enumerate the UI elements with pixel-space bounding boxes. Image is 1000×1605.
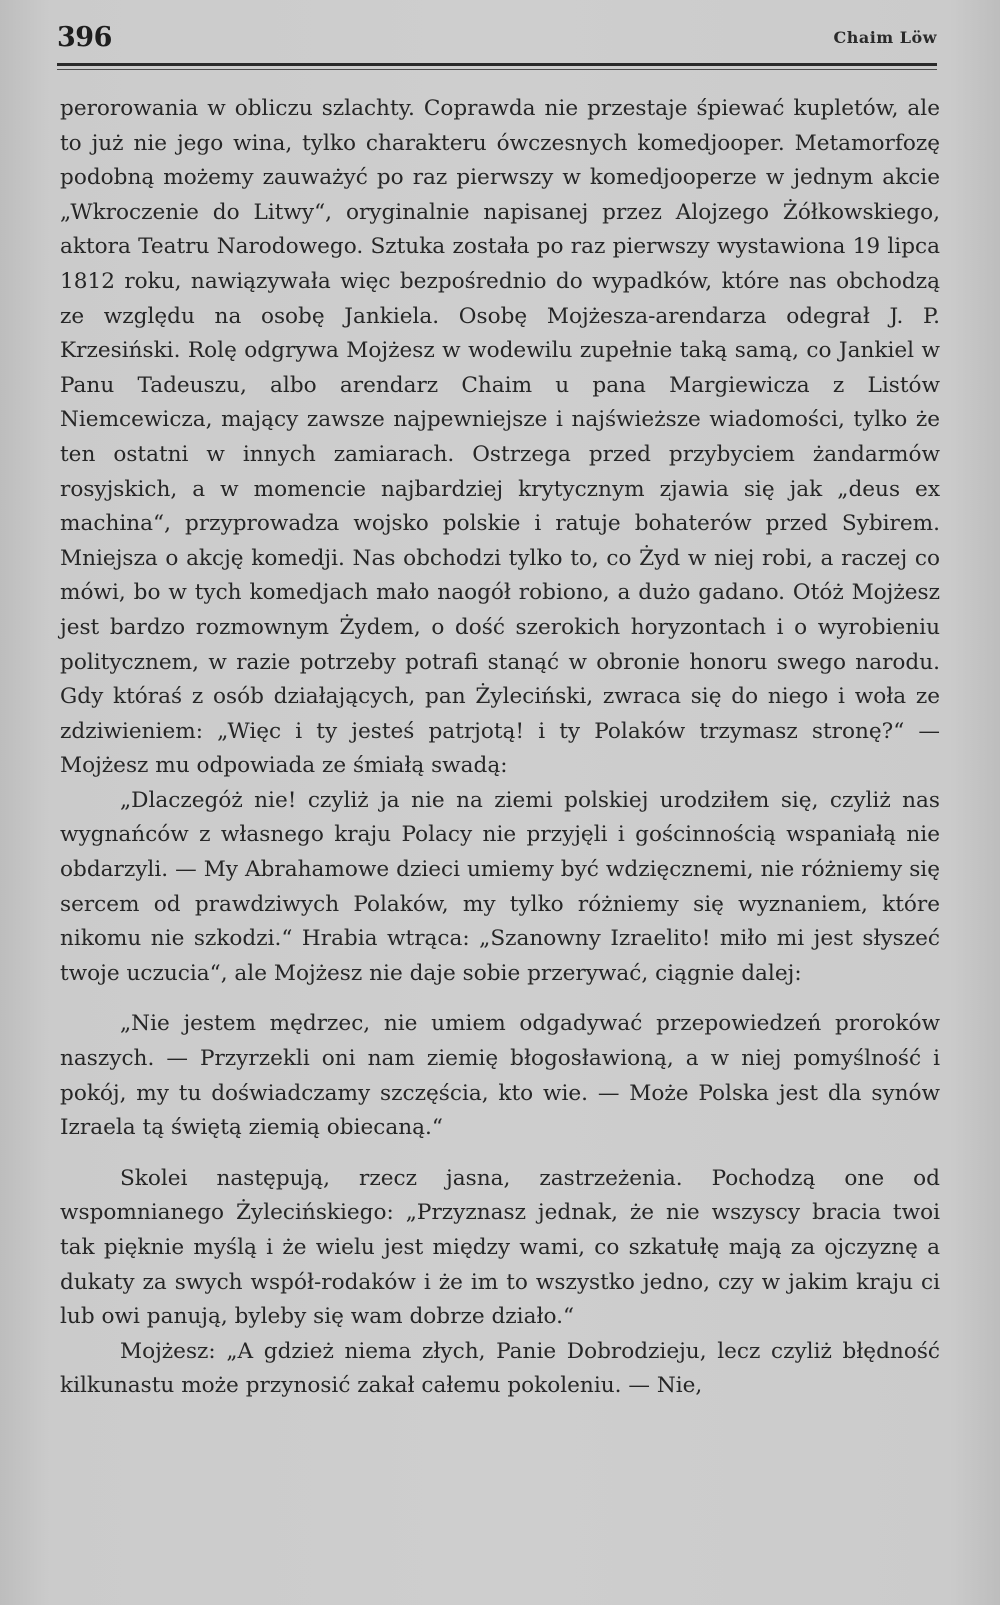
paragraph-quote: „Nie jestem mędrzec, nie umiem odgadywać przepowiedzeń proroków naszych. — Przyrzekli oni nam ziemię błogosławioną, a w niej pomyślność i pokój, my tu doświadczamy szczęścia, kto wie. — Może Polska jest dla synów Izraela tą świętą ziemią obiecaną.“ (60, 1011, 940, 1141)
paragraph: Mojżesz: „A gdzież niema złych, Panie Dobrodzieju, lecz czyliż błędność kilkunastu może przynosić zakał całemu pokoleniu. — Nie, (60, 1338, 940, 1399)
header-rule-thin (57, 69, 937, 70)
paragraph: Skolei następują, rzecz jasna, zastrzeżenia. Pochodzą one od wspomnianego Żylecińskiego: „Przyznasz jednak, że nie wszyscy bracia twoi tak pięknie myślą i że wielu jest między wami, co szkatułę mają za ojczyznę a dukaty za swych współ-rodaków i że im to wszystko jedno, czy w jakim kraju ci lub owi panują, byleby się wam dobrze działo.“ (60, 1165, 940, 1330)
page-number: 396 (57, 22, 112, 53)
running-head: Chaim Löw (833, 28, 937, 47)
body-text (60, 92, 940, 1404)
paragraph: perorowania w obliczu szlachty. Coprawda nie przestaje śpiewać kupletów, ale to już nie jego wina, tylko charakteru ówczesnych komedjooper. Metamorfozę podobną możemy zauważyć po raz pierwszy w komedjooperze w jednym akcie „Wkroczenie do Litwy“, oryginalnie napisanej przez Alojzego Żółkowskiego, aktora Teatru Narodowego. Sztuka została po raz pierwszy wystawiona 19 lipca 1812 roku, nawiązywała więc bezpośrednio do wypadków, które nas obchodzą ze względu na osobę Jankiela. Osobę Mojżesza-arendarza odegrał J. P. Krzesiński. Rolę odgrywa Mojżesz w wodewilu zupełnie taką samą, co Jankiel w Panu Tadeuszu, albo arendarz Chaim u pana Margiewicza z Listów Niemcewicza, mający zawsze najpewniejsze i najświeższe wiadomości, tylko że ten ostatni w innych zamiarach. Ostrzega przed przybyciem żandarmów rosyjskich, a w momencie najbardziej krytycznym zjawia się jak „deus ex machina“, przyprowadza wojsko polskie i ratuje bohaterów przed Sybirem. Mniejsza o akcję komedji. Nas obchodzi tylko to, co Żyd w niej robi, a raczej co mówi, bo w tych komedjach mało naogół robiono, a dużo gadano. Otóż Mojżesz jest bardzo rozmownym Żydem, o dość szerokich horyzontach i o wyrobieniu politycznem, w razie potrzeby potrafi stanąć w obronie honoru swego narodu. Gdy któraś z osób działających, pan Żyleciński, zwraca się do niego i woła ze zdziwieniem: „Więc i ty jesteś patrjotą! i ty Polaków trzymasz stronę?“ — Mojżesz mu odpowiada ze śmiałą swadą: (60, 96, 940, 779)
header-rule (57, 63, 937, 66)
paragraph-quote: „Dlaczegóż nie! czyliż ja nie na ziemi polskiej urodziłem się, czyliż nas wygnańców z własnego kraju Polacy nie przyjęli i gościnnością wspaniałą nie obdarzyli. — My Abrahamowe dzieci umiemy być wdzięcznemi, nie różniemy się sercem od prawdziwych Polaków, my tylko różniemy się wyznaniem, które nikomu nie szkodzi.“ Hrabia wtrąca: „Szanowny Izraelito! miło mi jest słyszeć twoje uczucia“, ale Mojżesz nie daje sobie przerywać, ciągnie dalej: (60, 787, 940, 986)
page-header (57, 22, 937, 58)
